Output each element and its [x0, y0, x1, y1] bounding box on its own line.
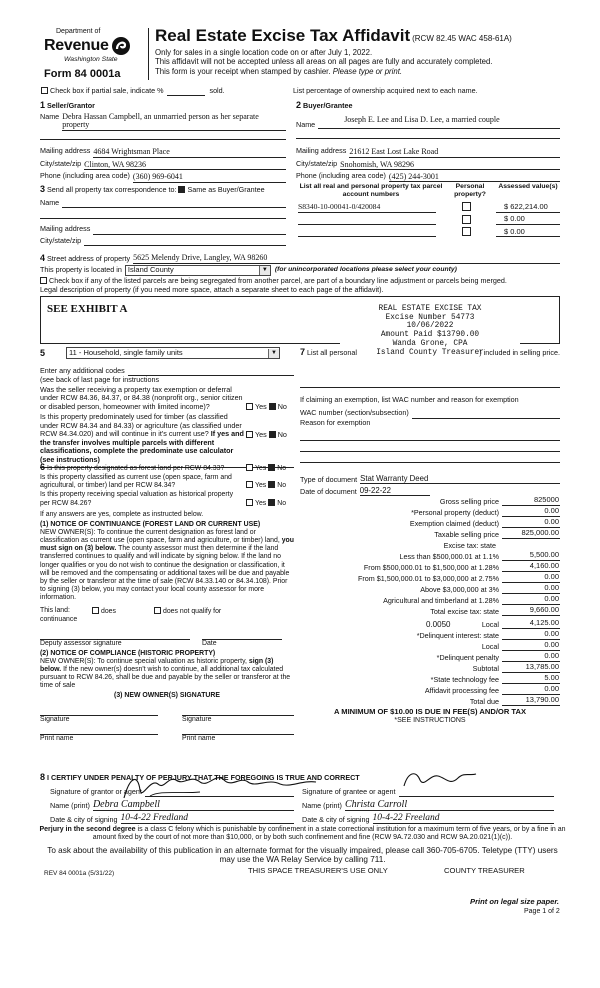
no-label: No: [277, 430, 287, 440]
personal-property-deduct-field[interactable]: 0.00: [502, 507, 560, 517]
corr-city-label: City/state/zip: [40, 235, 82, 245]
fee-row: [300, 684, 560, 695]
fee-label: Total excise tax: state: [430, 606, 499, 616]
stamp-line-1: REAL ESTATE EXCISE TAX: [378, 305, 482, 313]
notice-compliance-text-c: If the new owner(s) doesn't wish to continue, all additional tax calculated pursuant to RCW 84.26, shall be due and payable by the seller or transferor at the time of sale: [40, 665, 291, 690]
notice-compliance-text-b: sign (3) below.: [40, 657, 274, 673]
personal-property-checkbox[interactable]: [462, 215, 471, 224]
section-5: [40, 347, 294, 468]
fee-row: [300, 528, 560, 539]
forest-yes-checkbox[interactable]: [246, 464, 253, 471]
notice-compliance-text-a: NEW OWNER(S): To continue special valuation as historic property,: [40, 657, 247, 665]
state-line: Washington State: [64, 56, 118, 64]
revenue-wordmark: Revenue: [44, 36, 109, 54]
partial-sold-label: sold.: [209, 86, 225, 95]
see-back-note: (see back of last page for instructions: [40, 375, 160, 385]
note-3: This form is your receipt when stamped by cashier.: [155, 66, 331, 76]
seller-extra-line: [40, 131, 286, 140]
legal-paper-note: Print on legal size paper.: [470, 897, 560, 906]
segregated-label: Check box if any of the listed parcels are being segregated from another parcel, are part of a boundary line adjustment or parcels being merged.: [49, 275, 507, 285]
fee-label: Excise tax: state: [443, 540, 496, 550]
does-label: does: [101, 608, 116, 616]
doc-date-field[interactable]: 09-22-22: [360, 486, 430, 496]
seller-name-label: Name: [40, 111, 60, 121]
grantor-name-label: Name (print): [50, 801, 90, 811]
parcel-header-assessed: Assessed value(s): [498, 183, 558, 190]
county-treasurer-label: COUNTY TREASURER: [444, 866, 525, 875]
section-7-number: 7: [300, 347, 306, 357]
seller-name-field[interactable]: Debra Hassan Campbell, an unmarried person as her separate property: [62, 113, 286, 132]
gross-price-field[interactable]: 825000: [502, 496, 560, 506]
if-yes-note: If any answers are yes, complete as instructed below.: [40, 510, 204, 518]
current-use-no-checkbox[interactable]: [268, 481, 275, 488]
notice-continuance-text-a: NEW OWNER(S): To continue the current designation as forest land or classification as current use (open space, farm and agriculture, or timber) land,: [40, 528, 280, 545]
buyer-section: [296, 100, 560, 182]
local-rate-field[interactable]: 0.0050: [426, 619, 451, 629]
total-state-tax-field[interactable]: 9,660.00: [502, 606, 560, 616]
note-2: This affidavit will not be accepted unless all areas on all pages are fully and accurately completed.: [155, 57, 493, 67]
street-address-field[interactable]: 5625 Melendy Drive, Langley, WA 98260: [133, 253, 560, 263]
grantor-name-field[interactable]: Debra Campbell: [93, 800, 294, 811]
section-2-number: 2: [296, 100, 302, 110]
no-label: No: [277, 465, 287, 472]
fee-label: From $1,500,000.01 to $3,000,000 at 2.75%: [357, 573, 499, 583]
historic-yes-checkbox[interactable]: [246, 499, 253, 506]
delinquent-interest-state-field[interactable]: 0.00: [502, 630, 560, 640]
segregated-checkbox[interactable]: [40, 277, 47, 284]
deputy-assessor-signature[interactable]: Deputy assessor signature: [40, 639, 190, 648]
certification-text: I CERTIFY UNDER PENALTY OF PERJURY THAT THE FOREGOING IS TRUE AND CORRECT: [47, 773, 360, 782]
corr-name-field[interactable]: [62, 199, 286, 208]
notice-continuance-text-c: The county assessor must then determine if the land transferred continues to qualify and will indicate by signing below. If the land no longer qualifies or you do not wish to continue the designation or classification, it will be removed and the compensating or additional taxes will be due and payable by the seller or transferor at the time of sale (RCW 84.33.140 or 84.34.108). Prior to signing (3) below, you may contact your local county assessor for more information.: [40, 545, 290, 602]
section-6: [40, 462, 294, 743]
exemption-claim-label: If claiming an exemption, list WAC number and reason for exemption: [300, 394, 519, 404]
section-1-number: 1: [40, 100, 46, 110]
assessed-value-field[interactable]: $ 622,214.00: [496, 203, 560, 213]
fee-label: Taxable selling price: [434, 529, 499, 539]
fee-calculation: [300, 495, 560, 725]
corr-name-label: Name: [40, 197, 60, 207]
notice-continuance-title: (1) NOTICE OF CONTINUANCE (FOREST LAND OR CURRENT USE): [40, 520, 261, 528]
subtotal-field[interactable]: 13,785.00: [502, 663, 560, 673]
fee-label: Subtotal: [472, 663, 499, 673]
local-tax-field[interactable]: 4,125.00: [502, 619, 560, 629]
section-6-number: 6: [40, 462, 46, 472]
fee-label: Agricultural and timberland at 1.28%: [383, 595, 499, 605]
revision-label: REV 84 0001a (5/31/22): [44, 870, 115, 877]
delinquent-penalty-field[interactable]: 0.00: [502, 652, 560, 662]
parcel-table: [298, 183, 560, 237]
fee-row: [300, 539, 560, 550]
personal-property-label: List all personal: [307, 348, 357, 358]
grantee-date-field[interactable]: 10-4-22 Freeland: [373, 814, 554, 825]
buyer-phone-field[interactable]: (425) 244-3001: [389, 172, 560, 182]
doc-date-label: Date of document: [300, 486, 357, 496]
notice-continuance-text-b: you must sign on (3) below.: [40, 537, 294, 553]
personal-property-checkbox[interactable]: [462, 227, 471, 236]
grantor-signature-scribble: [120, 770, 320, 804]
accessibility-notice: To ask about the availability of this publication in an alternate format for the visually impaired, please call 360-705-6705. Teletype (TTY) users may use the WA Relay Service by calling 711.: [47, 846, 558, 865]
fee-row: [300, 550, 560, 561]
fee-row: [300, 572, 560, 583]
grantor-date-label: Date & city of signing: [50, 814, 118, 824]
fee-label: *Personal property (deduct): [411, 507, 499, 517]
assessed-value-field[interactable]: $ 0.00: [496, 215, 560, 225]
technology-fee-field[interactable]: 5.00: [502, 674, 560, 684]
seller-mail-field[interactable]: 4684 Wrightsman Place: [93, 147, 286, 157]
historic-no-checkbox[interactable]: [268, 499, 275, 506]
legal-description-label: Legal description of property (if you need more space, attach a separate sheet to each page of the affidavit).: [40, 285, 384, 295]
personal-property-field[interactable]: [300, 358, 560, 388]
buyer-extra-line: [296, 129, 560, 139]
corr-city-field[interactable]: [84, 237, 286, 246]
form-title: Real Estate Excise Tax Affidavit: [155, 26, 411, 45]
see-instructions-note: *SEE INSTRUCTIONS: [394, 716, 466, 724]
partial-sale-row: [39, 87, 225, 96]
owner-print-1[interactable]: Print name: [40, 734, 158, 743]
section-7: [300, 347, 560, 496]
fee-label: Gross selling price: [439, 496, 499, 506]
seller-phone-label: Phone (including area code): [40, 171, 130, 181]
fee-row: [300, 629, 560, 640]
total-due-field[interactable]: 13,790.00: [502, 696, 560, 706]
fee-row: [300, 640, 560, 651]
fee-label: *Delinquent penalty: [436, 652, 499, 662]
street-address-label: Street address of property: [47, 254, 131, 264]
page-number: Page 1 of 2: [524, 908, 560, 915]
reason-line-3[interactable]: [300, 452, 560, 463]
yes-label: Yes: [255, 401, 267, 411]
tier-1-tax-field[interactable]: 5,500.00: [502, 551, 560, 561]
parcel-row: [298, 215, 560, 225]
parcel-table-header: [298, 183, 560, 199]
correspondence-label: Send all property tax correspondence to:: [47, 185, 177, 194]
partial-sale-checkbox[interactable]: [41, 87, 48, 94]
stamp-treasurer: Island County Treasurer: [376, 348, 484, 357]
header-notes: [155, 48, 492, 76]
no-label: No: [277, 499, 287, 507]
timber-yes-checkbox[interactable]: [246, 431, 253, 438]
parcel-number-field[interactable]: [298, 216, 436, 225]
parcel-number-field[interactable]: S8340-10-00041-0/420084: [298, 203, 436, 213]
forest-no-checkbox[interactable]: [268, 464, 275, 471]
perjury-text: is a class C felony which is punishable by confinement in a state correctional institution for a maximum term of five years, or by a fine in an amount fixed by the court of not more than $10,000, or by both such confinement and fine (RCW 9A.72.030 and RCW 9A.20.021(1)(c)).: [92, 826, 566, 842]
located-in-label: This property is located in: [40, 264, 122, 274]
section-3-number: 3: [40, 184, 46, 194]
timber-question: Is this property predominately used for timber (as classified under RCW 84.34 and 84.33) or agriculture (as classified under RCW 84.34.020) and will continue in it's current use?: [40, 412, 242, 439]
delinquent-interest-local-field[interactable]: 0.00: [502, 641, 560, 651]
personal-property-label-end: ) included in selling price.: [479, 348, 560, 358]
yes-label: Yes: [255, 430, 267, 440]
doc-type-field[interactable]: Stat Warranty Deed: [360, 474, 560, 484]
form-title-row: [155, 26, 512, 46]
parcel-header-numbers: List all real and personal property tax parcel account numbers: [299, 183, 443, 199]
land-does-checkbox[interactable]: [92, 607, 99, 614]
fee-row: [300, 517, 560, 528]
timber-no-checkbox[interactable]: [269, 431, 276, 438]
doc-type-label: Type of document: [300, 474, 358, 484]
reason-label: Reason for exemption: [300, 417, 371, 427]
current-use-yes-checkbox[interactable]: [246, 481, 253, 488]
seller-heading: Seller/Grantor: [47, 101, 95, 110]
reason-line-2[interactable]: [300, 441, 560, 452]
dept-line: Department of: [56, 28, 101, 35]
exemption-deduct-field[interactable]: 0.00: [502, 518, 560, 528]
fee-label: Above $3,000,000 at 3%: [420, 584, 499, 594]
buyer-name-label: Name: [296, 119, 316, 129]
dor-logo: [44, 28, 144, 64]
no-label: No: [277, 401, 287, 411]
note-3b: Please type or print.: [332, 66, 403, 76]
seller-mail-label: Mailing address: [40, 146, 91, 156]
seller-city-label: City/state/zip: [40, 158, 82, 168]
partial-sale-label: Check box if partial sale, indicate %: [50, 86, 164, 95]
ag-tax-field[interactable]: 0.00: [502, 595, 560, 605]
corr-extra-line: [40, 208, 286, 219]
exemption-no-checkbox[interactable]: [269, 403, 276, 410]
stamp-excise-number: Excise Number 54773: [385, 313, 475, 322]
fee-row: [300, 583, 560, 594]
owner-print-2[interactable]: Print name: [182, 734, 294, 743]
same-as-buyer-checkbox[interactable]: [178, 186, 185, 193]
form-number: Form 84 0001a: [44, 68, 121, 80]
no-label: No: [277, 482, 287, 490]
parcel-header-personal: Personal property?: [454, 183, 486, 199]
county-note: (for unincorporated locations please select your county): [274, 266, 457, 274]
assessed-value-field[interactable]: $ 0.00: [496, 228, 560, 238]
fee-label: Total due: [469, 696, 499, 706]
historic-question: Is this property receiving special valuation as historical property per RCW 84.26?: [40, 491, 234, 507]
fee-row: [300, 594, 560, 605]
grantor-signature-label: Signature of grantor or agent: [50, 787, 142, 797]
fee-label: From $500,000.01 to $1,500,000 at 1.28%: [363, 562, 499, 572]
fee-row: [300, 673, 560, 684]
yes-label: Yes: [255, 465, 267, 472]
buyer-mail-label: Mailing address: [296, 146, 347, 156]
land-use-select[interactable]: [66, 347, 280, 359]
continuance-label: continuance: [40, 616, 78, 624]
fee-label: Local: [481, 641, 499, 651]
perjury-title: Perjury in the second degree: [39, 826, 136, 833]
buyer-city-field[interactable]: Snohomish, WA 98296: [340, 160, 560, 170]
fee-row: [300, 616, 560, 629]
additional-codes-label: Enter any additional codes: [40, 366, 125, 375]
fee-row: [300, 695, 560, 706]
dor-swirl-icon: [111, 36, 131, 56]
chevron-down-icon: ▼: [268, 349, 279, 358]
stamp-name: Wanda Grone, CPA: [392, 339, 468, 348]
forest-question: Is this property designated as forest land per RCW 84.33?: [46, 465, 225, 472]
grantee-signature-scribble: [400, 768, 480, 790]
perjury-notice: [30, 826, 575, 842]
same-as-buyer-label: Same as Buyer/Grantee: [187, 185, 265, 194]
fee-label: Exemption claimed (deduct): [409, 518, 499, 528]
processing-fee-field[interactable]: 0.00: [502, 685, 560, 695]
timber-question-note: If yes and the transfer involves multiple parcels with different classifications, complete the predominate use calculator (see instructions): [40, 429, 244, 464]
corr-mail-field[interactable]: [93, 225, 286, 234]
minimum-due-note: A MINIMUM OF $10.00 IS DUE IN FEE(S) AND/OR TAX: [333, 707, 527, 716]
does-not-qualify-label: does not qualify for: [163, 608, 222, 616]
fee-label: Less than $500,000.01 at 1.1%: [399, 551, 499, 561]
corr-mail-label: Mailing address: [40, 224, 91, 234]
rcw-ref: (RCW 82.45 WAC 458-61A): [412, 34, 512, 43]
stamp-amount: Amount Paid $13790.00: [380, 331, 480, 340]
exemption-yes-checkbox[interactable]: [246, 403, 253, 410]
notice-compliance-title: (2) NOTICE OF COMPLIANCE (HISTORIC PROPERTY): [40, 649, 216, 657]
wac-field[interactable]: [412, 409, 560, 418]
header-divider: [148, 28, 149, 80]
correspondence-section: [40, 184, 286, 246]
fee-row: [300, 662, 560, 673]
parcel-row: [298, 227, 560, 237]
owner-signature-1[interactable]: Signature: [40, 715, 158, 724]
fee-row: [300, 605, 560, 616]
fee-label: *State technology fee: [430, 674, 499, 684]
property-section: [40, 253, 560, 295]
grantee-name-label: Name (print): [302, 801, 342, 811]
yes-label: Yes: [255, 482, 267, 490]
land-does-not-checkbox[interactable]: [154, 607, 161, 614]
county-value: Island County: [127, 264, 174, 274]
fee-row: [300, 506, 560, 517]
new-owner-signature-title: (3) NEW OWNER(S) SIGNATURE: [114, 692, 220, 700]
treasurer-use-label: THIS SPACE TREASURER'S USE ONLY: [248, 866, 388, 875]
exemption-question: Was the seller receiving a property tax exemption or deferral under RCW 84.36, 84.37, or 84.38 (nonprofit org., senior citizen or disabled person, homeowner with limited income)?: [40, 384, 243, 411]
assessor-date[interactable]: Date: [202, 639, 282, 648]
fee-row: [300, 561, 560, 572]
tier-3-tax-field[interactable]: 0.00: [502, 573, 560, 583]
buyer-name-field[interactable]: Joseph E. Lee and Lisa D. Lee, a married couple: [318, 115, 560, 129]
partial-pct-field[interactable]: [167, 87, 205, 96]
buyer-heading: Buyer/Grantee: [303, 101, 353, 110]
owner-signature-2[interactable]: Signature: [182, 715, 294, 724]
buyer-phone-label: Phone (including area code): [296, 170, 386, 180]
ownership-note: List percentage of ownership acquired next to each name.: [293, 86, 478, 95]
tier-4-tax-field[interactable]: 0.00: [502, 584, 560, 594]
wac-label: WAC number (section/subsection): [300, 408, 409, 418]
taxable-price-field[interactable]: 825,000.00: [502, 529, 560, 539]
county-select[interactable]: [125, 265, 271, 276]
grantee-date-label: Date & city of signing: [302, 814, 370, 824]
buyer-city-label: City/state/zip: [296, 158, 338, 168]
reason-line-1[interactable]: [300, 427, 560, 441]
grantee-signature-label: Signature of grantee or agent: [302, 787, 396, 797]
land-use-value: 11 - Household, single family units: [69, 347, 183, 357]
seller-phone-field[interactable]: (360) 969-6041: [133, 172, 286, 182]
seller-section: [40, 100, 286, 183]
section-8-number: 8: [40, 772, 46, 782]
exhibit-text: SEE EXHIBIT A: [47, 303, 128, 315]
fee-label: *Delinquent interest: state: [416, 630, 499, 640]
fee-row: [300, 651, 560, 662]
this-land-label: This land:: [40, 607, 70, 615]
tier-2-tax-field[interactable]: 4,160.00: [502, 562, 560, 572]
fee-label: Local: [481, 619, 499, 629]
fee-row: [300, 495, 560, 506]
section-4-number: 4: [40, 253, 46, 263]
parcel-row: [298, 202, 560, 212]
grantee-name-field[interactable]: Christa Carroll: [345, 800, 554, 811]
buyer-mail-field[interactable]: 21612 East Lost Lake Road: [349, 147, 560, 157]
yes-label: Yes: [255, 499, 267, 507]
personal-property-checkbox[interactable]: [462, 202, 471, 211]
chevron-down-icon: ▼: [259, 266, 270, 275]
grantor-date-field[interactable]: 10-4-22 Fredland: [121, 814, 294, 825]
note-1: Only for sales in a single location code on or after July 1, 2022.: [155, 48, 373, 57]
parcel-number-field[interactable]: [298, 228, 436, 237]
seller-city-field[interactable]: Clinton, WA 98236: [84, 160, 286, 170]
stamp-date: 10/06/2022: [406, 322, 454, 331]
section-5-number: 5: [40, 347, 46, 358]
current-use-question: Is this property classified as current use (open space, farm and agricultural, or timber) land per RCW 84.34?: [40, 474, 232, 490]
fee-label: Affidavit processing fee: [424, 685, 499, 695]
